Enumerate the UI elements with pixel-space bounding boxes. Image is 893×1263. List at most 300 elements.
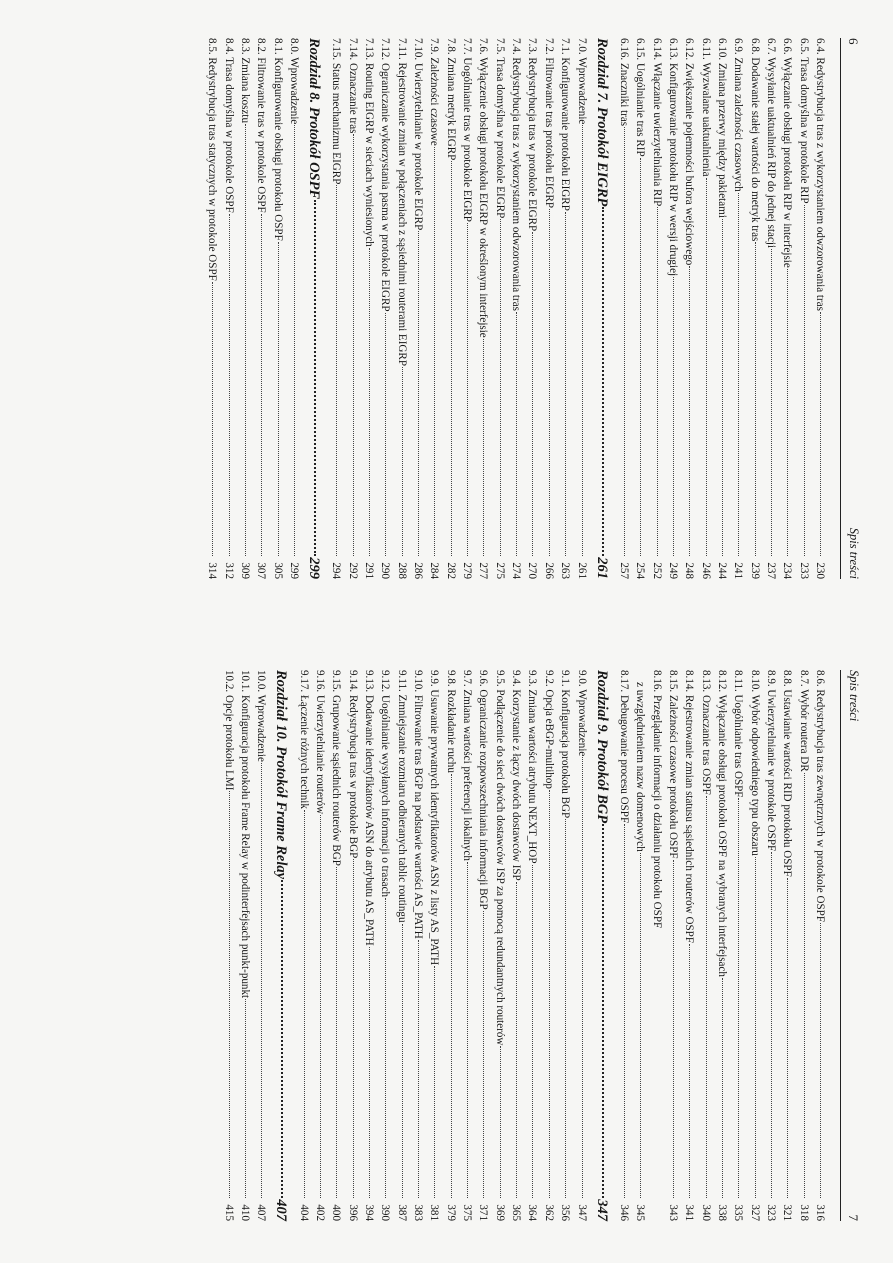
toc-entry <box>410 670 426 1221</box>
toc-page-number: 379 <box>444 1204 457 1221</box>
toc-entry-title: 9.1. Konfiguracja protokołu BGP <box>559 670 572 819</box>
toc-entry <box>795 670 811 1221</box>
toc-entry-title: 8.12. Wyłączanie obsługi protokołu OSPF na wybranych interfejsach <box>715 670 728 977</box>
toc-entry <box>763 38 779 579</box>
toc-entry <box>665 670 681 1221</box>
dot-leader <box>245 124 246 556</box>
toc-entry <box>648 670 664 1221</box>
toc-page-number: 323 <box>764 1204 777 1221</box>
toc-entry <box>541 38 557 579</box>
toc-entry-title: 6.10. Zmiana przerwy między pakietami <box>715 38 728 218</box>
dot-leader <box>261 763 262 1198</box>
toc-entry-title: 8.13. Oznaczanie tras OSPF <box>699 670 712 795</box>
dot-leader <box>369 248 370 556</box>
toc-entry <box>541 670 557 1221</box>
toc-entry <box>697 38 713 579</box>
dot-leader <box>771 852 772 1198</box>
toc-page-number: 404 <box>297 1204 310 1221</box>
toc-entry <box>377 38 393 579</box>
toc-entry <box>361 670 377 1221</box>
dot-leader <box>385 898 386 1198</box>
toc-page-number: 316 <box>814 1204 826 1221</box>
dot-leader <box>336 867 337 1198</box>
toc-entry-title: 7.7. Uogólnianie tras w protokole EIGRP <box>461 38 474 222</box>
toc-page-number: 347 <box>593 1199 610 1221</box>
toc-entry-title: 6.15. Uogólnianie tras RIP <box>634 38 647 157</box>
toc-page-number: 394 <box>363 1204 376 1221</box>
toc-entry <box>714 670 730 1221</box>
toc-entry <box>426 670 442 1221</box>
dot-leader <box>261 214 262 556</box>
toc-page-number: 400 <box>330 1204 343 1221</box>
toc-page-number: 327 <box>748 1204 761 1221</box>
toc-page-number: 277 <box>477 562 490 579</box>
toc-entry <box>328 38 344 579</box>
toc-page-number: 312 <box>222 562 235 579</box>
dot-leader <box>722 219 723 556</box>
dot-leader <box>602 824 604 1198</box>
toc-entry-title: 7.8. Zmiana metryk EIGRP <box>444 38 457 161</box>
toc-entry-title: 6.7. Wysyłanie uaktualnień RIP do jednej stacji <box>764 38 777 249</box>
toc-entry-title: 9.4. Korzystanie z łączy dwóch dostawców ISP <box>510 670 523 881</box>
toc-entry-title: 9.16. Uwierzytelnianie routerów <box>314 670 327 815</box>
toc-entry <box>779 38 795 579</box>
toc-entry-title: 7.4. Redystrybucja tras z wykorzystaniem odwzorowania tras <box>510 38 523 311</box>
toc-entry-title: Rozdział 7. Protokół EIGRP <box>593 38 610 207</box>
toc-entry-title: 6.11. Wyzwalane uaktualnienia <box>699 38 712 177</box>
dot-leader <box>314 200 316 556</box>
dot-leader <box>434 966 435 1198</box>
toc-page-number: 257 <box>617 562 630 579</box>
toc-entry-title: Rozdział 8. Protokół OSPF <box>306 38 323 200</box>
dot-leader <box>418 940 419 1198</box>
toc-entry <box>442 670 458 1221</box>
dot-leader <box>516 312 517 556</box>
toc-entry <box>557 38 573 579</box>
toc-page-number: 282 <box>444 562 457 579</box>
toc-entry-title: 8.0. Wprowadzenie <box>288 38 301 125</box>
toc-page-number: 279 <box>461 562 474 579</box>
toc-entry-title: 8.1. Konfigurowanie obsługi protokołu OSPF <box>271 38 284 241</box>
toc-entry-title: 6.16. Znaczniki tras <box>617 38 630 127</box>
left-page <box>0 0 893 631</box>
toc-entry-title: 8.11. Uogólnianie tras OSPF <box>732 670 745 798</box>
toc-entry-title: 9.3. Zmiana wartości atrybutu NEXT_HOP <box>526 670 539 864</box>
toc-entry <box>491 670 507 1221</box>
toc-entry <box>812 670 828 1221</box>
toc-entry-title: Rozdział 10. Protokół Frame Relay <box>273 670 290 880</box>
dot-leader <box>281 880 283 1198</box>
toc-page-number: 407 <box>255 1204 268 1221</box>
toc-entry-title: 8.14. Rejestrowanie zmian statusu sąsiednich routerów OSPF <box>683 670 696 943</box>
dot-leader <box>565 212 566 556</box>
toc-entry-title: 6.6. Wyłączanie obsługi protokołu RIP w interfejsie <box>781 38 794 268</box>
toc-entry-title: 6.5. Trasa domyślna w protokole RIP <box>797 38 810 204</box>
toc-entry-title: 9.10. Filtrowanie tras BGP na podstawie wartości AS_PATH <box>412 670 425 939</box>
toc-chapter-heading <box>271 670 291 1221</box>
dot-leader <box>787 269 788 556</box>
toc-entry-title: 9.12. Uogólnianie wysyłanych informacji o trasach <box>379 670 392 898</box>
toc-entry-title: 8.9. Uwierzytelnianie w protokole OSPF <box>764 670 777 852</box>
toc-page-number: 369 <box>493 1204 506 1221</box>
toc-entry <box>632 670 648 1221</box>
toc-entry <box>204 38 220 579</box>
toc-entry-title: 8.7. Wybór routera DR <box>797 670 810 772</box>
toc-entry-title: 9.17. Łączenie różnych technik <box>297 670 310 809</box>
dot-leader <box>369 947 370 1198</box>
toc-page-number: 270 <box>526 562 539 579</box>
dot-leader <box>804 205 805 557</box>
toc-entry <box>779 670 795 1221</box>
toc-entry <box>459 670 475 1221</box>
toc-page-number: 347 <box>575 1204 588 1221</box>
right-page <box>0 632 893 1263</box>
dot-leader <box>467 223 468 556</box>
toc-page-number: 364 <box>526 1204 539 1221</box>
toc-entry-title: 8.16. Przeglądanie informacji o działaniu protokołu OSPF <box>650 670 663 929</box>
toc-page-number: 305 <box>271 562 284 579</box>
toc-entry <box>665 38 681 579</box>
dot-leader <box>657 207 658 556</box>
toc-entry-title: 7.15. Status mechanizmu EIGRP <box>330 38 343 185</box>
dot-leader <box>467 862 468 1198</box>
toc-entry <box>410 38 426 579</box>
dot-leader <box>673 277 674 556</box>
toc-page-number: 230 <box>814 562 826 579</box>
dot-leader <box>755 857 756 1198</box>
dot-leader <box>582 125 583 556</box>
dot-leader <box>278 242 279 556</box>
toc-entry-title: 7.6. Wyłączenie obsługi protokołu EIGRP w określonym interfejsie <box>477 38 490 338</box>
toc-page-number: 343 <box>666 1204 679 1221</box>
toc-entry <box>681 670 697 1221</box>
toc-entry-title: 9.7. Zmiana wartości preferencji lokalnych <box>461 670 474 861</box>
toc-entry <box>616 670 632 1221</box>
toc-page-number: 309 <box>239 562 251 579</box>
toc-entry <box>746 38 762 579</box>
toc-page-number: 261 <box>575 562 588 579</box>
toc-page-number: 338 <box>715 1204 728 1221</box>
toc-entry <box>681 38 697 579</box>
toc-entry-title: 8.15. Zależności czasowe protokołu OSPF <box>666 670 679 859</box>
toc-entry-title: 6.14. Włączanie uwierzytelniania RIP <box>650 38 663 207</box>
toc-entry <box>491 38 507 579</box>
toc-entry-title: 7.10. Uwierzytelnianie w protokole EIGRP <box>412 38 425 231</box>
toc-entry <box>377 670 393 1221</box>
toc-page-number: 263 <box>559 562 572 579</box>
toc-page-number: 254 <box>634 562 647 579</box>
page-number: 6 <box>846 38 861 45</box>
toc-page-number: 410 <box>239 1204 251 1221</box>
toc-page-number: 381 <box>428 1204 441 1221</box>
toc-entry-title: 7.11. Rejestrowanie zmian w połączeniach z sąsiednimi routerami EIGRP <box>395 38 408 366</box>
dot-leader <box>755 242 756 556</box>
toc-page-number: 340 <box>699 1204 712 1221</box>
dot-leader <box>602 207 604 556</box>
toc-page-number: 345 <box>634 1204 647 1221</box>
toc-entry <box>573 38 589 579</box>
toc-entry-title: 7.3. Redystrybucja tras w protokole EIGRP <box>526 38 539 232</box>
dot-leader <box>673 860 674 1198</box>
toc-list <box>204 38 828 579</box>
toc-page-number: 249 <box>666 562 679 579</box>
toc-entry-title: 7.2. Filtrowanie tras protokołu EIGRP <box>542 38 555 209</box>
toc-page-number: 415 <box>222 1204 235 1221</box>
dot-leader <box>820 312 821 556</box>
toc-entry-title: 7.12. Ograniczanie wykorzystania pasma w protokole EIGRP <box>379 38 392 312</box>
dot-leader <box>229 791 230 1198</box>
toc-entry-title: 6.4. Redystrybucja tras z wykorzystaniem odwzorowania tras <box>814 38 826 311</box>
toc-page-number: 244 <box>715 562 728 579</box>
toc-page-number: 383 <box>412 1204 425 1221</box>
toc-page-number: 252 <box>650 562 663 579</box>
toc-entry <box>524 670 540 1221</box>
toc-entry <box>475 670 491 1221</box>
toc-entry-title: 8.3. Zmiana kosztu <box>239 38 251 124</box>
dot-leader <box>500 1046 501 1198</box>
toc-entry-title: 9.9. Usuwanie prywatnych identyfikatorów ASN z listy AS_PATH <box>428 670 441 966</box>
toc-entry <box>220 38 236 579</box>
dot-leader <box>304 810 305 1198</box>
toc-entry <box>475 38 491 579</box>
toc-page-number: 261 <box>593 557 610 579</box>
toc-entry-title: 9.11. Zmniejszanie rozmiaru odbieranych tablic routingu <box>395 670 408 923</box>
toc-page-number: 299 <box>288 562 301 579</box>
toc-page-number: 390 <box>379 1204 392 1221</box>
dot-leader <box>738 193 739 556</box>
toc-page-number: 341 <box>683 1204 696 1221</box>
running-title: Spis treści <box>847 527 861 579</box>
toc-entry <box>220 670 236 1221</box>
toc-entry <box>730 670 746 1221</box>
dot-leader <box>533 865 534 1199</box>
toc-page-number: 286 <box>412 562 425 579</box>
toc-entry-title: 8.6. Redystrybucja tras zewnętrznych w protokole OSPF <box>814 670 826 923</box>
dot-leader <box>706 796 707 1198</box>
toc-entry-title: 6.13. Konfigurowanie protokołu RIP w wersji drugiej <box>666 38 679 277</box>
toc-entry-title: 6.8. Dodawanie stałej wartości do metryk tras <box>748 38 761 242</box>
dot-leader <box>353 859 354 1198</box>
running-title: Spis treści <box>847 670 861 722</box>
dot-leader <box>820 923 821 1198</box>
toc-page-number: 314 <box>206 562 219 579</box>
toc-entry <box>442 38 458 579</box>
toc-page-number: 346 <box>617 1204 630 1221</box>
toc-entry-title: 8.17. Debugowanie procesu OSPF <box>617 670 630 824</box>
toc-entry <box>459 38 475 579</box>
toc-page-number: 402 <box>314 1204 327 1221</box>
toc-entry <box>730 38 746 579</box>
dot-leader <box>353 134 354 556</box>
toc-entry-title: 8.4. Trasa domyślna w protokole OSPF <box>222 38 235 213</box>
toc-entry <box>763 670 779 1221</box>
toc-entry <box>508 670 524 1221</box>
dot-leader <box>640 853 641 1198</box>
toc-page-number: 288 <box>395 562 408 579</box>
toc-entry <box>286 38 302 579</box>
toc-page-number: 239 <box>748 562 761 579</box>
dot-leader <box>245 999 246 1198</box>
toc-page-number: 233 <box>797 562 810 579</box>
toc-entry <box>253 38 269 579</box>
toc-entry <box>697 670 713 1221</box>
toc-entry-title: 8.10. Wybór odpowiedniego typu obszaru <box>748 670 761 856</box>
toc-entry <box>795 38 811 579</box>
toc-entry-title: 10.0. Wprowadzenie <box>255 670 268 762</box>
toc-page-number: 375 <box>461 1204 474 1221</box>
toc-entry-title: 9.6. Ograniczanie rozpowszechniania informacji BGP <box>477 670 490 910</box>
toc-page-number: 234 <box>781 562 794 579</box>
dot-leader <box>434 147 435 556</box>
dot-leader <box>689 944 690 1198</box>
toc-page-number: 356 <box>559 1204 572 1221</box>
toc-entry <box>237 670 253 1221</box>
dot-leader <box>483 339 484 556</box>
toc-page-number: 291 <box>363 562 376 579</box>
toc-entry <box>328 670 344 1221</box>
toc-entry <box>573 670 589 1221</box>
dot-leader <box>533 232 534 556</box>
dot-leader <box>402 367 403 556</box>
toc-entry <box>714 38 730 579</box>
dot-leader <box>483 911 484 1198</box>
toc-page-number: 248 <box>683 562 696 579</box>
toc-entry-title: 6.9. Zmiana zależności czasowych <box>732 38 745 192</box>
toc-entry-title: 9.5. Podłączenie do sieci dwóch dostawców ISP za pomocą redundantnych routerów <box>493 670 506 1046</box>
toc-entry <box>616 38 632 579</box>
toc-entry-title: 7.14. Oznaczanie tras <box>346 38 359 134</box>
toc-chapter-heading <box>592 38 612 579</box>
toc-entry <box>508 38 524 579</box>
toc-page-number: 241 <box>732 562 745 579</box>
toc-entry <box>269 38 285 579</box>
toc-entry-title: 9.8. Rozkładanie ruchu <box>444 670 457 773</box>
toc-entry-title: Rozdział 9. Protokół BGP <box>593 670 610 824</box>
dot-leader <box>320 815 321 1198</box>
toc-page-number: 274 <box>510 562 523 579</box>
toc-entry <box>361 38 377 579</box>
toc-entry-title: 8.2. Filtrowanie tras w protokole OSPF <box>255 38 268 213</box>
toc-entry-title: 10.2. Opcje protokołu LMI <box>222 670 235 791</box>
toc-entry <box>312 670 328 1221</box>
toc-entry-title: 8.5. Redystrybucja tras statycznych w protokole OSPF <box>206 38 219 281</box>
dot-leader <box>804 773 805 1198</box>
toc-chapter-heading <box>592 670 612 1221</box>
dot-leader <box>229 214 230 556</box>
toc-entry <box>237 38 253 579</box>
dot-leader <box>516 882 517 1198</box>
toc-entry-title: 9.14. Redystrybucja tras w protokole BGP <box>346 670 359 859</box>
toc-entry <box>393 38 409 579</box>
toc-page-number: 307 <box>255 562 268 579</box>
toc-entry <box>746 670 762 1221</box>
toc-page-number: 407 <box>273 1199 290 1221</box>
toc-entry <box>344 38 360 579</box>
toc-entry <box>344 670 360 1221</box>
dot-leader <box>771 249 772 556</box>
toc-entry-title: 6.12. Zwiększanie pojemności bufora wejściowego <box>683 38 696 266</box>
toc-entry-title: 9.15. Grupowanie sąsiednich routerów BGP <box>330 670 343 866</box>
toc-page-number: 292 <box>346 562 359 579</box>
dot-leader <box>385 313 386 556</box>
dot-leader <box>212 282 213 556</box>
dot-leader <box>549 790 550 1198</box>
right-page-header <box>840 670 863 1221</box>
toc-page-number: 290 <box>379 562 392 579</box>
dot-leader <box>418 231 419 556</box>
toc-page-number: 362 <box>542 1204 555 1221</box>
dot-leader <box>549 209 550 556</box>
toc-entry-title: 7.1. Konfigurowanie protokołu EIGRP <box>559 38 572 211</box>
dot-leader <box>582 757 583 1198</box>
toc-entry <box>632 38 648 579</box>
toc-entry-title: 9.0. Wprowadzenie <box>575 670 588 757</box>
dot-leader <box>451 161 452 556</box>
toc-entry <box>426 38 442 579</box>
toc-page-number: 321 <box>781 1204 794 1221</box>
toc-entry-title: 7.0. Wprowadzenie <box>575 38 588 125</box>
dot-leader <box>336 185 337 556</box>
toc-entry-title: 9.2. Opcja eBGP-multihop <box>542 670 555 789</box>
page-number: 7 <box>846 1214 861 1221</box>
toc-page-number: 396 <box>346 1204 359 1221</box>
toc-page-number: 371 <box>477 1204 490 1221</box>
toc-page-number: 246 <box>699 562 712 579</box>
toc-entry <box>648 38 664 579</box>
toc-page-number: 365 <box>510 1204 523 1221</box>
toc-page-number: 318 <box>797 1204 810 1221</box>
toc-page-number: 275 <box>493 562 506 579</box>
dot-leader <box>738 798 739 1198</box>
dot-leader <box>624 824 625 1198</box>
toc-entry <box>253 670 269 1221</box>
toc-entry-title: z uwzględnieniem nazw domenowych <box>634 682 647 852</box>
toc-chapter-heading <box>304 38 324 579</box>
toc-page-number: 294 <box>330 562 343 579</box>
toc-entry-title: 10.1. Konfiguracja protokołu Frame Relay w podinterfejsach punkt-punkt <box>239 670 251 999</box>
toc-entry-title: 7.9. Zależności czasowe <box>428 38 441 146</box>
toc-entry <box>812 38 828 579</box>
left-page-header <box>840 38 863 579</box>
toc-entry <box>295 670 311 1221</box>
toc-list <box>220 670 828 1221</box>
toc-page-number: 284 <box>428 562 441 579</box>
toc-page-number: 387 <box>395 1204 408 1221</box>
toc-entry-title: 7.5. Trasa domyślna w protokole EIGRP <box>493 38 506 219</box>
toc-page-number: 335 <box>732 1204 745 1221</box>
dot-leader <box>624 127 625 556</box>
toc-page-number: 237 <box>764 562 777 579</box>
toc-entry-title: 7.13. Routing EIGRP w sieciach wyniesionych <box>363 38 376 247</box>
dot-leader <box>294 125 295 556</box>
dot-leader <box>689 266 690 556</box>
toc-entry-title: 8.8. Ustawianie wartości RID protokołu OSPF <box>781 670 794 877</box>
dot-leader <box>402 924 403 1198</box>
dot-leader <box>565 819 566 1198</box>
toc-entry <box>557 670 573 1221</box>
toc-entry <box>393 670 409 1221</box>
dot-leader <box>500 219 501 556</box>
toc-entry <box>524 38 540 579</box>
dot-leader <box>706 178 707 556</box>
toc-entry-title: 9.13. Dodawanie identyfikatorów ASN do atrybutu AS_PATH <box>363 670 376 946</box>
dot-leader <box>451 774 452 1198</box>
dot-leader <box>722 978 723 1198</box>
toc-page-number: 266 <box>542 562 555 579</box>
dot-leader <box>640 158 641 556</box>
toc-page-number: 299 <box>306 557 323 579</box>
dot-leader <box>787 878 788 1198</box>
